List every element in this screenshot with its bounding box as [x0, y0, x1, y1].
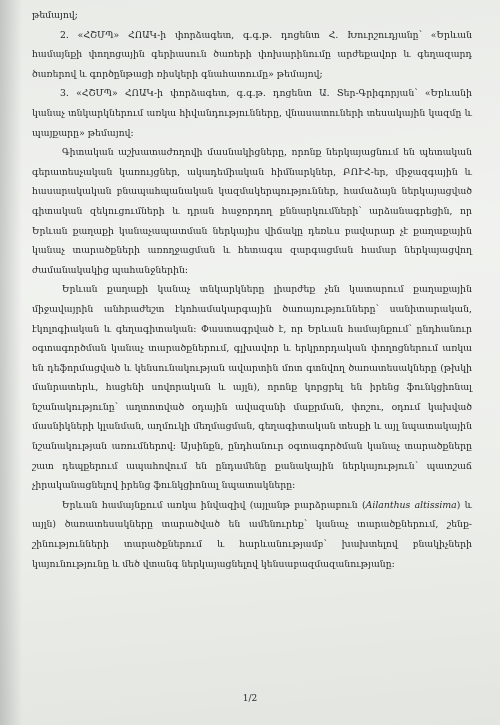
paragraph-topic-end: թեմայով; — [32, 10, 78, 21]
invasive-text-start: Երևան համայնքում առկա ինվազիվ (այլանթ բարձրաբուն ( — [62, 499, 366, 511]
list-item-3: 3. «ՀՇՄՊ» ՀՈԱԿ-ի փորձագետ, գ.գ.թ. դոցենտ Ա. Տեր-Գրիգորյան՝ «Երևանի կանաչ տնկարկներում առկա հիվանդությունները, վնասատուների տեսակային կազմը և պայքարը» թեմայով: — [32, 88, 472, 139]
paragraph-participants: Գիտական աշխատաժողովի մասնակիցները, որոնք ներկայացնում են պետական գերատեսչական կառույցներ, ակադեմիական հիմնարկներ, ԲՈՒՀ-եր, միջազգային և հասարակական բնապահպանական կազմակերպություններ, համաձայն ներկայացված գիտական զեկուցումների և դրան հաջորդող քննարկումների՝ արձանագրեցին, որ Երևան քաղաքի կանաչապատման ներկայիս վիճակը դեռևս բավարար չէ քաղաքային կանաչ տարածքների առողջացման և հետագա զարգացման համար ներկայացվող ժամանակակից պահանջներին: — [32, 147, 472, 276]
paragraph-green-plantings: Երևան քաղաքի կանաչ տնկարկները լիարժեք չեն կատարում քաղաքային միջավայրին անհրաժեշտ էկոհամակարգային ծառայությունները՝ սանիտարական, էկոլոգիական և գեղագիտական: Փաստագրված է, որ Երևան համայնքում՝ ընդհանուր օգտագործման կանաչ տարածքներում, գլխավոր և երկրորդական փողոցներում առկա են դեֆորմացված և կենսունակության ավարտին մոտ գտնվող ծառատեսակները (թխկի մանրատերև, հացենի սովորական և այլն), որոնք կորցրել են իրենց ֆունկցիոնալ նշանակությունը՝ աղտոտված օդային ավազանի մաքրման, փոշու, օդում կախված մասնիկների կլանման, աղմուկի մեղմացման, գեղագիտական տեսքի և այլ նպատակային նշանակության առումներով: Այսինքն, ընդհանուր օգտագործման կանաչ տարածքները շատ դեպքերում ապահովում են ընդամենը քանակային ներկայություն՝ պատշաճ չիրականացնելով իրենց ֆունկցիոնալ նպատակները: — [32, 284, 472, 492]
list-item-2: 2. «ՀՇՄՊ» ՀՈԱԿ-ի փորձագետ, գ.գ.թ. դոցենտ Հ. Խուրշուդյանը՝ «Երևան համայնքի փողոցային գերիասուն ծառերի փոխարինումը արժեքավոր և գեղազարդ ծառերով և գործընթացի ռիսկերի գնահատումը» թեմայով; — [32, 29, 472, 80]
invasive-text-end: ) և այլն) ծառատեսակները տարածված են ամենուրեք՝ կանաչ տարածքներում, շենք-շինությունների տարածքներում և հարևանությամբ՝ խախտելով բնակիչների կայունությունը և մեծ վտանգ ներկայացնելով կենսաբազմազանությանը: — [32, 499, 473, 570]
page-number: 1/2 — [242, 694, 258, 704]
page-shadow — [0, 0, 22, 725]
document-body — [32, 6, 472, 574]
paragraph-invasive-species — [32, 496, 472, 574]
latin-species-name: Ailanthus altissima — [365, 499, 457, 511]
